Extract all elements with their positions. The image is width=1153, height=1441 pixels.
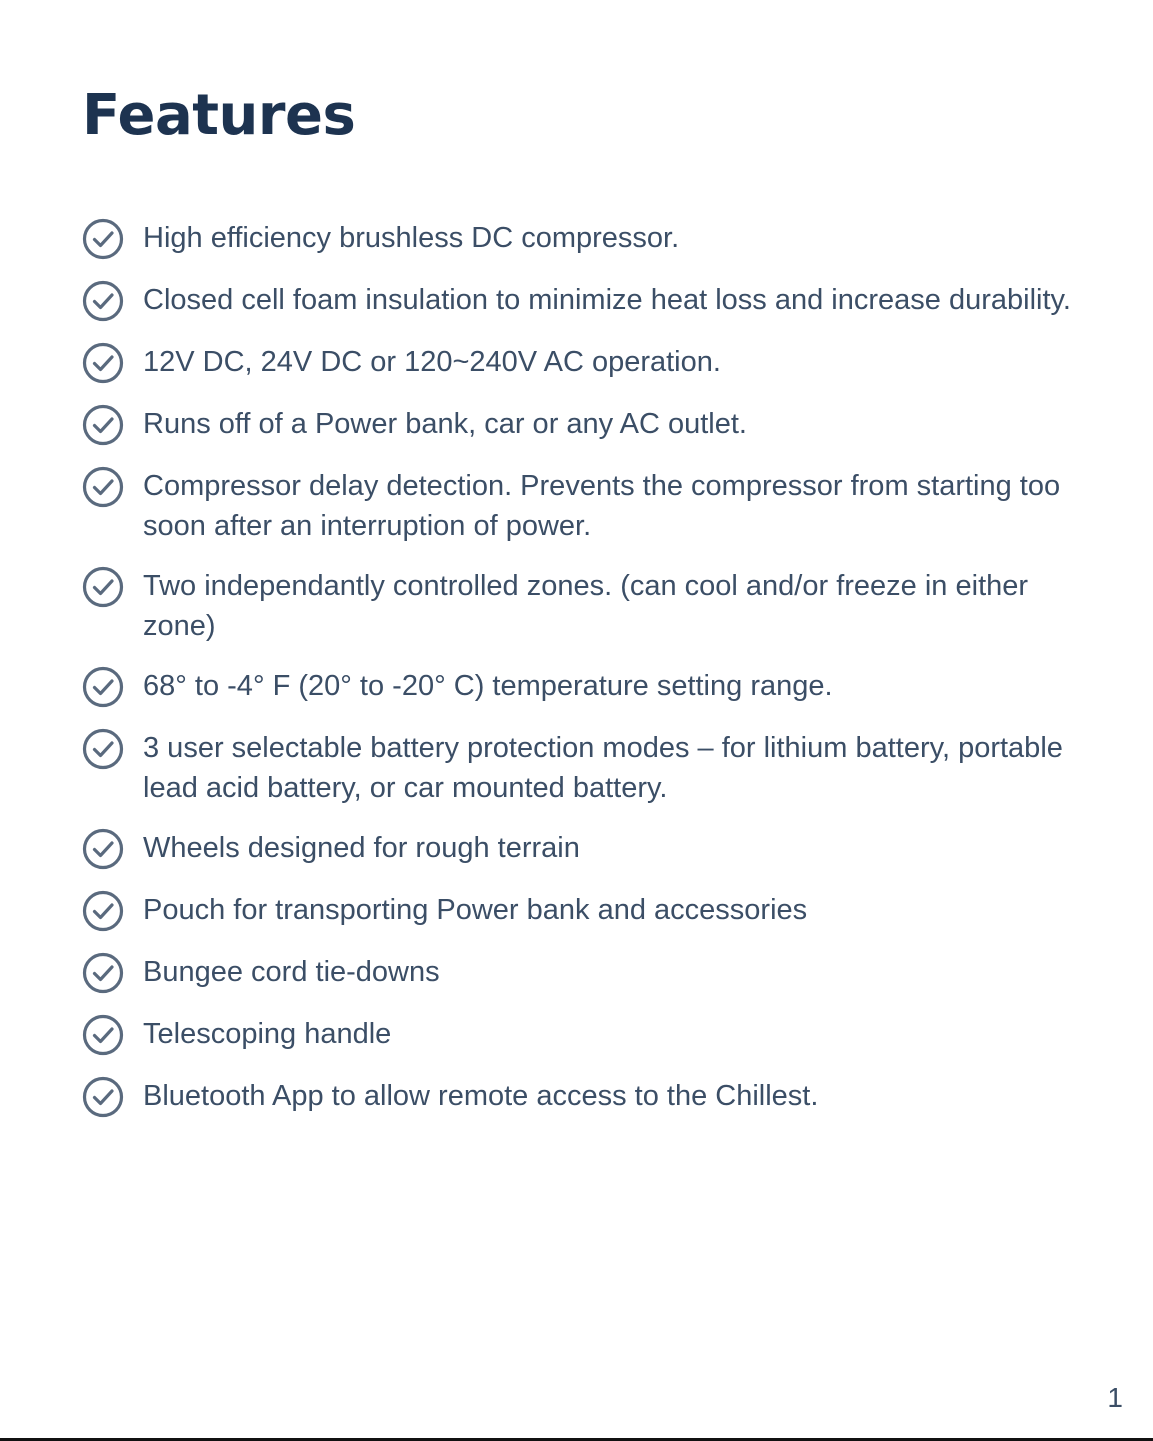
feature-text: 12V DC, 24V DC or 120~240V AC operation. (143, 346, 721, 378)
feature-text: Two independantly controlled zones. (can cool and/or freeze in either zone) (143, 570, 1029, 642)
feature-item (82, 890, 1072, 932)
feature-text: Compressor delay detection. Prevents the compressor from starting too soon after an interruption of power. (143, 470, 1061, 542)
page-number: 1 (1107, 1382, 1123, 1413)
feature-item (82, 728, 1072, 808)
feature-item (82, 466, 1072, 546)
check-circle-icon (82, 566, 124, 608)
feature-item (82, 218, 1072, 260)
check-circle-icon (82, 280, 124, 322)
page-title: Features (82, 83, 356, 148)
feature-item (82, 280, 1072, 322)
feature-item (82, 828, 1072, 870)
feature-item (82, 404, 1072, 446)
feature-item (82, 342, 1072, 384)
feature-text: 3 user selectable battery protection modes – for lithium battery, portable lead acid battery, or car mounted battery. (143, 732, 1063, 804)
check-circle-icon (82, 1014, 124, 1056)
feature-item (82, 566, 1072, 646)
check-circle-icon (82, 728, 124, 770)
feature-text: Closed cell foam insulation to minimize heat loss and increase durability. (143, 284, 1071, 316)
features-list (82, 218, 1072, 1138)
feature-text: Pouch for transporting Power bank and accessories (143, 894, 808, 926)
check-circle-icon (82, 404, 124, 446)
feature-text: Bungee cord tie-downs (143, 956, 440, 988)
feature-item (82, 1076, 1072, 1118)
check-circle-icon (82, 890, 124, 932)
check-circle-icon (82, 1076, 124, 1118)
check-circle-icon (82, 218, 124, 260)
check-circle-icon (82, 342, 124, 384)
check-circle-icon (82, 466, 124, 508)
check-circle-icon (82, 828, 124, 870)
check-circle-icon (82, 666, 124, 708)
check-circle-icon (82, 952, 124, 994)
feature-item (82, 952, 1072, 994)
feature-item (82, 1014, 1072, 1056)
feature-text: Runs off of a Power bank, car or any AC outlet. (143, 408, 747, 440)
feature-text: 68° to -4° F (20° to -20° C) temperature setting range. (143, 670, 833, 702)
feature-text: Telescoping handle (143, 1018, 392, 1050)
feature-item (82, 666, 1072, 708)
feature-text: Bluetooth App to allow remote access to the Chillest. (143, 1080, 819, 1112)
feature-text: Wheels designed for rough terrain (143, 832, 580, 864)
feature-text: High efficiency brushless DC compressor. (143, 222, 680, 254)
